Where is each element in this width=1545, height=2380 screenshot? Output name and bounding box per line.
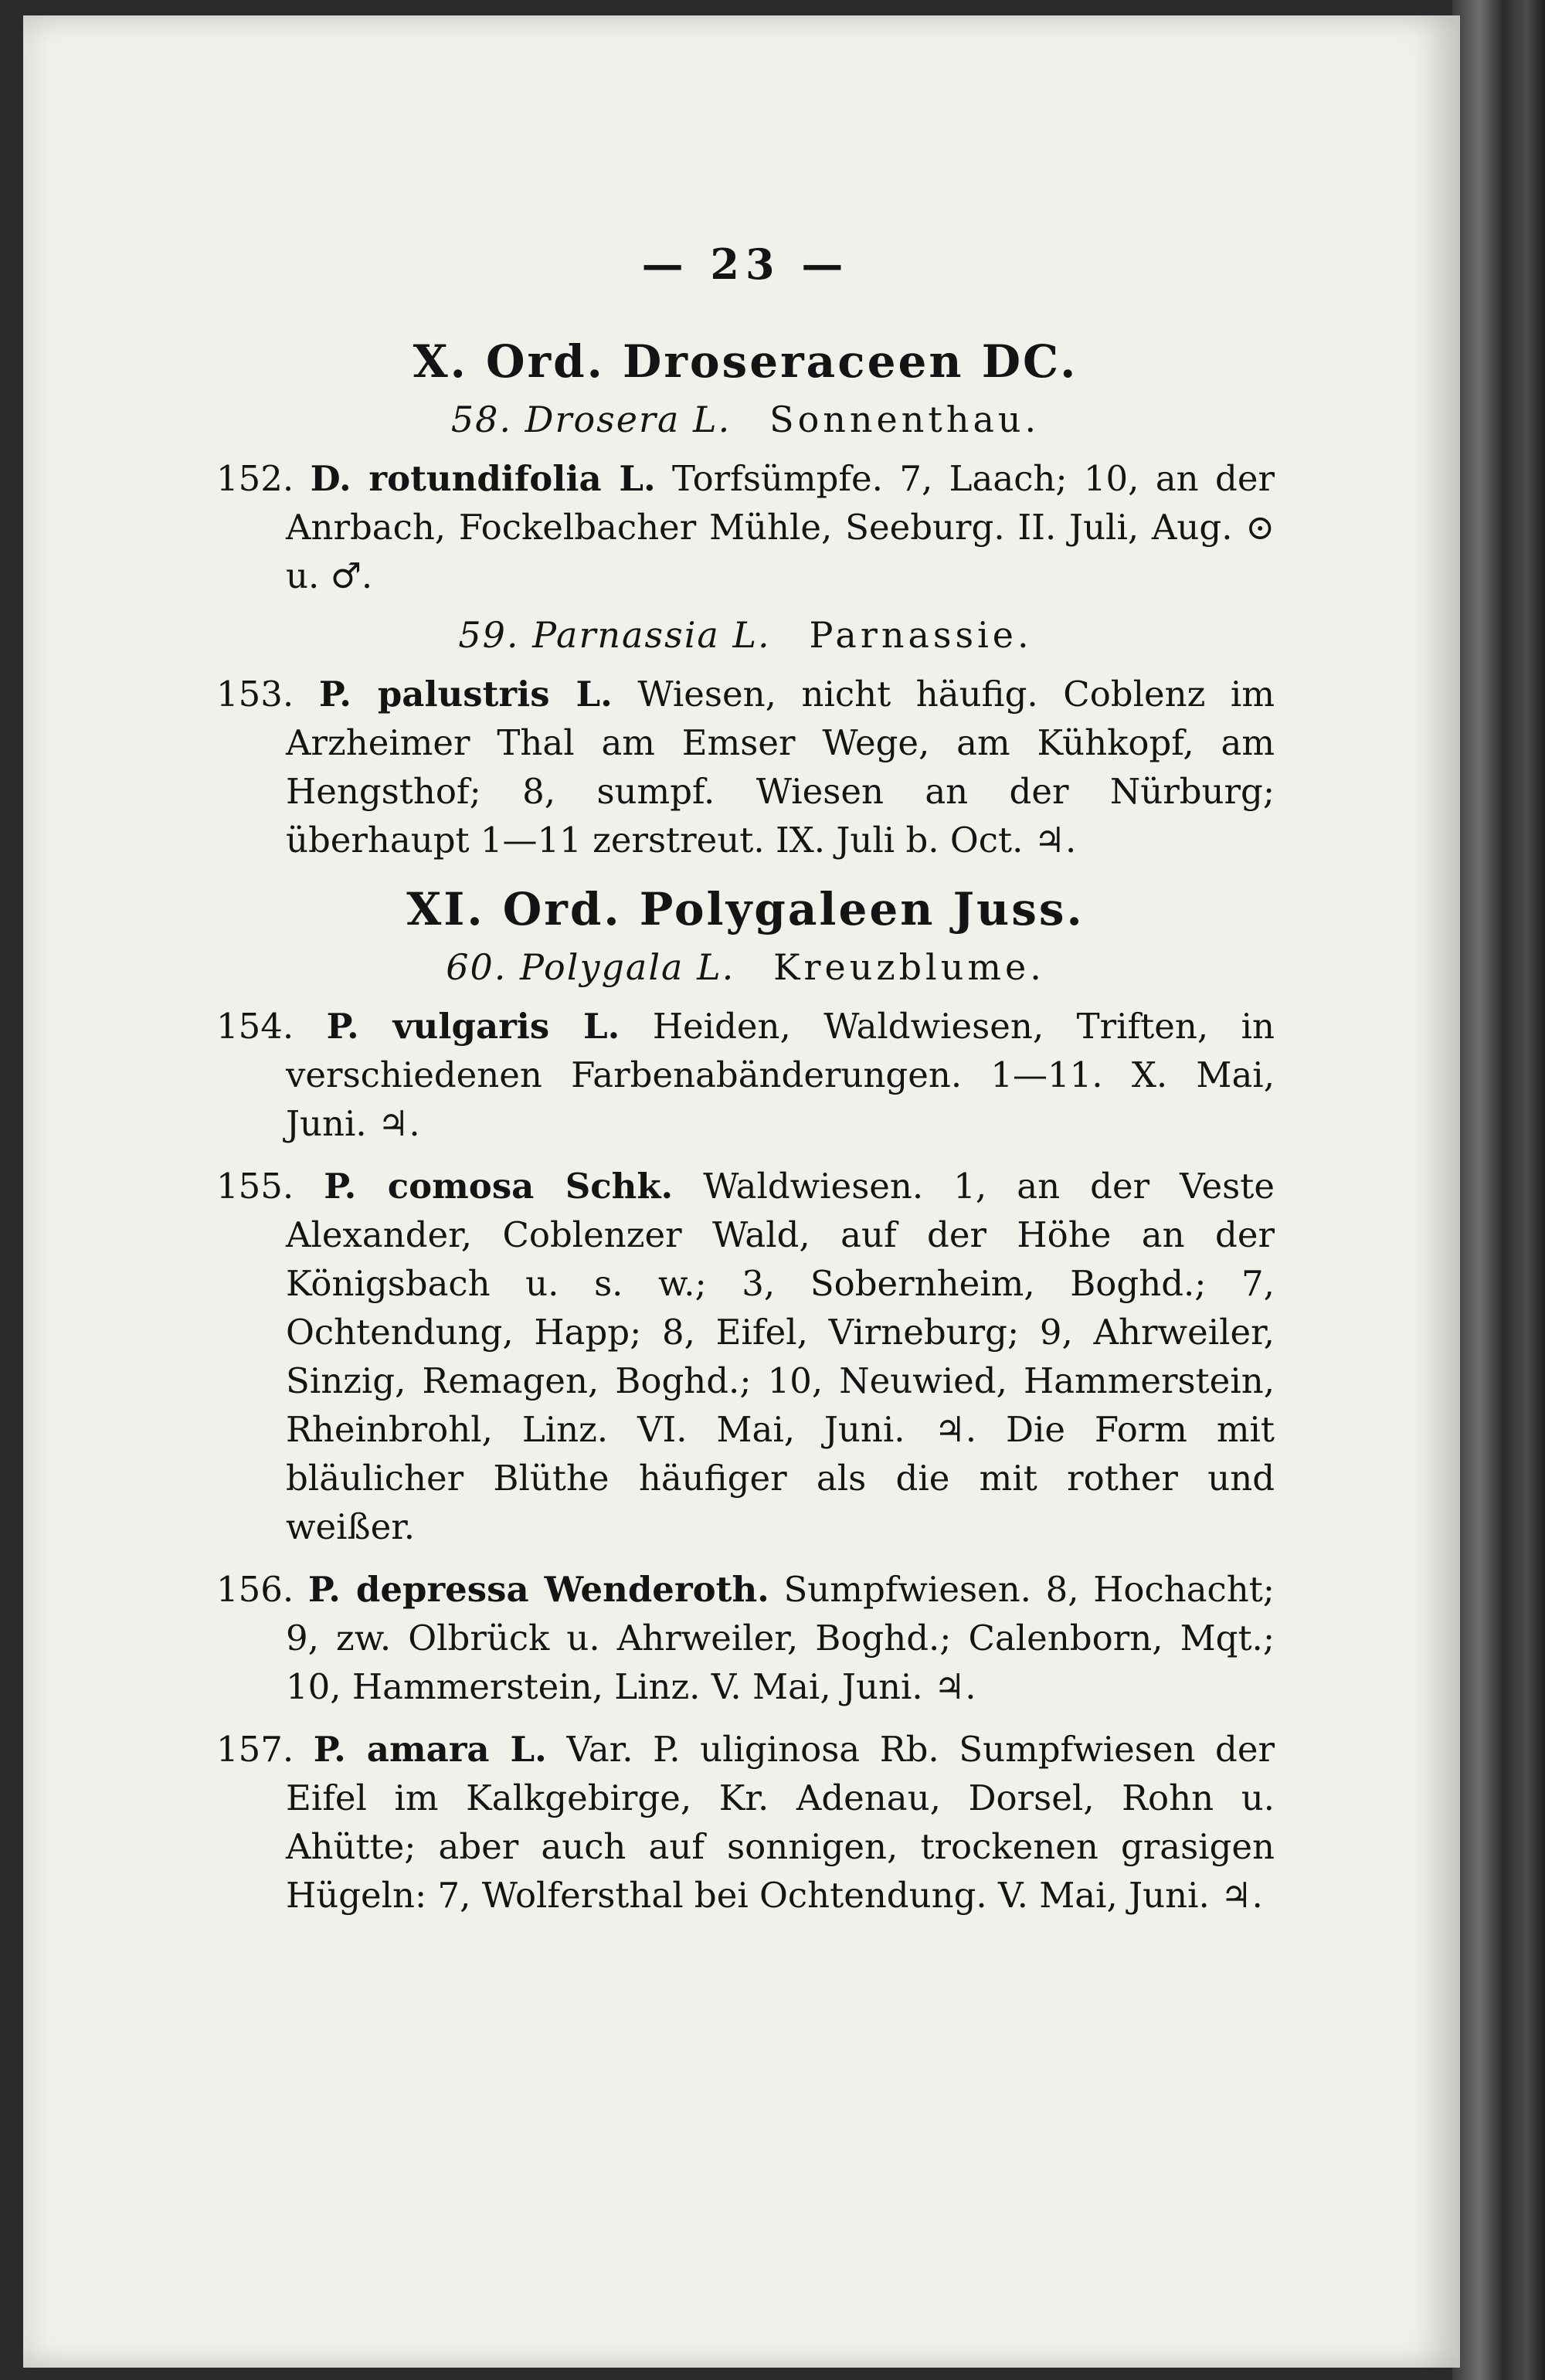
order-heading-xi: XI. Ord. Polygaleen Juss.: [406, 883, 1085, 935]
entry-text: Torfsümpfe. 7, Laach; 10, an der Anrbach, Fockelbacher Mühle, Seeburg. II. Juli, Aug. ⊙ u. ♂.: [286, 458, 1275, 596]
entry-number: 157.: [216, 1729, 294, 1770]
page-number: — 23 —: [641, 239, 850, 289]
entry-number: 155.: [216, 1166, 294, 1207]
species-entry-157: [216, 1725, 1275, 1920]
species-name: D. rotundifolia L.: [310, 458, 656, 499]
book-page: [23, 15, 1460, 2368]
genus-common-name: Sonnenthau.: [769, 399, 1041, 440]
genus-name: 58. Drosera L.: [450, 399, 732, 440]
species-entry-156: [216, 1565, 1275, 1711]
species-entry-153: [216, 670, 1275, 864]
entry-number: 152.: [216, 458, 294, 499]
genus-heading-drosera: [216, 399, 1275, 440]
genus-heading-parnassia: [216, 614, 1275, 656]
entry-text: Waldwiesen. 1, an der Veste Alexander, Coblenzer Wald, auf der Höhe an der Königsbach u. s. w.; 3, Sobernheim, Boghd.; 7, Ochtendung, Happ; 8, Eifel, Virneburg; 9, Ahrweiler, Sinzig, Remagen, Boghd.; 10, Neuwied, Hammerstein, Rheinbrohl, Linz. VI. Mai, Juni. ♃. Die Form mit bläulicher Blüthe häufiger als die mit rother und weißer.: [286, 1166, 1275, 1547]
entry-text: Heiden, Waldwiesen, Triften, in verschiedenen Farbenabänderungen. 1—11. X. Mai, Juni. ♃.: [286, 1006, 1275, 1144]
species-name: P. amara L.: [313, 1729, 547, 1770]
entry-number: 156.: [216, 1569, 294, 1610]
species-name: P. vulgaris L.: [326, 1006, 620, 1047]
entry-number: 153.: [216, 674, 294, 715]
order-heading-x: X. Ord. Droseraceen DC.: [413, 335, 1078, 388]
genus-name: 60. Polygala L.: [446, 946, 735, 988]
species-name: P. depressa Wenderoth.: [307, 1569, 769, 1610]
entry-text: Var. P. uliginosa Rb. Sumpfwiesen der Eifel im Kalkgebirge, Kr. Adenau, Dorsel, Rohn u. Ahütte; aber auch auf sonnigen, trockenen grasigen Hügeln: 7, Wolfersthal bei Ochtendung. V. Mai, Juni. ♃.: [286, 1729, 1275, 1916]
genus-common-name: Kreuzblume.: [773, 946, 1045, 988]
species-entry-155: [216, 1162, 1275, 1551]
genus-name: 59. Parnassia L.: [458, 614, 771, 656]
entry-number: 154.: [216, 1006, 294, 1047]
page-content: [216, 224, 1275, 1934]
book-spine-edge: [1452, 0, 1545, 2380]
genus-heading-polygala: [216, 946, 1275, 988]
entry-text: Wiesen, nicht häufig. Coblenz im Arzheimer Thal am Emser Wege, am Kühkopf, am Hengsthof; 8, sumpf. Wiesen an der Nürburg; überhaupt 1—11 zerstreut. IX. Juli b. Oct. ♃.: [286, 674, 1275, 861]
species-name: P. palustris L.: [318, 674, 613, 715]
species-name: P. comosa Schk.: [324, 1166, 674, 1207]
entry-text: Sumpfwiesen. 8, Hochacht; 9, zw. Olbrück u. Ahrweiler, Boghd.; Calenborn, Mqt.; 10, Hammerstein, Linz. V. Mai, Juni. ♃.: [286, 1569, 1275, 1707]
species-entry-154: [216, 1002, 1275, 1148]
genus-common-name: Parnassie.: [809, 614, 1033, 656]
species-entry-152: [216, 454, 1275, 600]
